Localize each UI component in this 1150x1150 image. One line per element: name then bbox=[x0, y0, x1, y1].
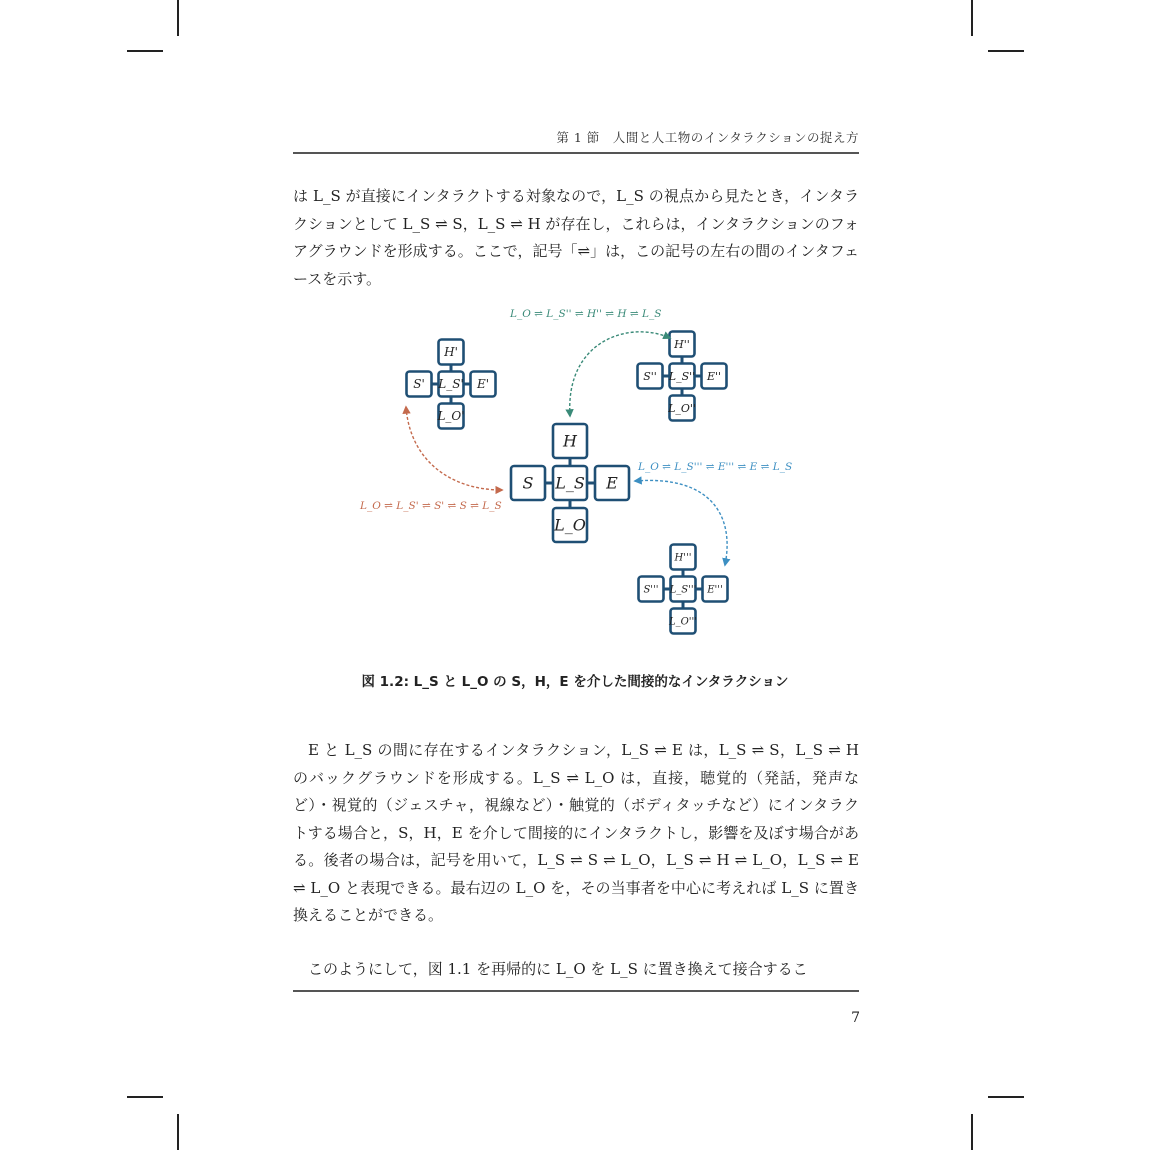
header-rule bbox=[293, 152, 859, 154]
crop-mark bbox=[988, 50, 1024, 52]
node-label-right: E' bbox=[476, 377, 490, 392]
running-header: 第 1 節 人間と人工物のインタラクションの捉え方 bbox=[556, 130, 859, 145]
footer-rule bbox=[293, 990, 859, 992]
node-label-bottom: L_O bbox=[554, 515, 586, 535]
node-label-top: H bbox=[563, 431, 577, 451]
node-label-left: S''' bbox=[643, 584, 659, 596]
cluster-lower-right bbox=[639, 545, 728, 634]
crop-mark bbox=[177, 0, 179, 36]
crop-mark bbox=[971, 1114, 973, 1150]
crop-mark bbox=[971, 0, 973, 36]
node-label-right: E bbox=[606, 473, 618, 493]
node-label-center: L_S' bbox=[438, 377, 464, 392]
paragraph-2: E と L_S の間に存在するインタラクション，L_S ⇌ E は，L_S ⇌ S，L_S ⇌ H のバックグラウンドを形成する。L_S ⇌ L_O は，直接，聴覚的（発話，発声など）・視覚的（ジェスチャ，視線など）・触覚的（ボディタッチなど）にインタラクトする場合と，S，H，E を介して間接的にインタラクトし，影響を及ぼす場合がある。後者の場合は，記号を用いて，L_S ⇌ S ⇌ L_O，L_S ⇌ H ⇌ L_O，L_S ⇌ E ⇌ L_O と表現できる。最右辺の L_O を，その当事者を中心に考えれば L_S に置き換えることができる。 bbox=[293, 741, 859, 924]
node-label-center: L_S'' bbox=[668, 369, 696, 383]
crop-mark bbox=[127, 50, 163, 52]
page-number: 7 bbox=[851, 1010, 860, 1026]
paragraph-1: は L_S が直接にインタラクトする対象なので，L_S の視点から見たとき，インタラクションとして L_S ⇌ S，L_S ⇌ H が存在し，これらは，インタラクションのフォアグラウンドを形成する。ここで，記号「⇌」は，この記号の左右の間のインタフェースを示す。 bbox=[293, 187, 859, 288]
paragraph-3: このようにして，図 1.1 を再帰的に L_O を L_S に置き換えて接合するこ bbox=[308, 960, 808, 978]
arrow-label-red: L_O ⇌ L_S' ⇌ S' ⇌ S ⇌ L_S bbox=[360, 500, 502, 512]
node-label-bottom: L_O''' bbox=[668, 616, 698, 628]
cluster-group bbox=[407, 332, 728, 634]
cluster-center bbox=[511, 424, 629, 542]
node-label-left: S'' bbox=[643, 369, 657, 383]
arrow-label-blue: L_O ⇌ L_S''' ⇌ E''' ⇌ E ⇌ L_S bbox=[638, 461, 793, 473]
node-label-bottom: L_O' bbox=[437, 409, 465, 424]
node-label-right: E''' bbox=[707, 584, 723, 596]
node-label-left: S' bbox=[413, 377, 425, 392]
arrow-label-green: L_O ⇌ L_S'' ⇌ H'' ⇌ H ⇌ L_S bbox=[510, 308, 662, 320]
crop-mark bbox=[177, 1114, 179, 1150]
node-label-top: H''' bbox=[674, 552, 692, 564]
node-label-top: H'' bbox=[674, 337, 690, 351]
interaction-diagram bbox=[330, 300, 830, 645]
node-label-center: L_S''' bbox=[669, 584, 697, 596]
node-label-top: H' bbox=[444, 345, 458, 360]
cluster-upper-right bbox=[638, 332, 727, 421]
figure-caption: 図 1.2: L_S と L_O の S，H，E を介した間接的なインタラクション bbox=[361, 674, 789, 690]
crop-mark bbox=[127, 1096, 163, 1098]
node-label-center: L_S bbox=[555, 473, 585, 493]
node-label-right: E'' bbox=[706, 369, 722, 383]
cluster-upper-left bbox=[407, 340, 496, 429]
node-label-bottom: L_O'' bbox=[668, 401, 696, 415]
node-label-left: S bbox=[522, 473, 534, 493]
crop-mark bbox=[988, 1096, 1024, 1098]
